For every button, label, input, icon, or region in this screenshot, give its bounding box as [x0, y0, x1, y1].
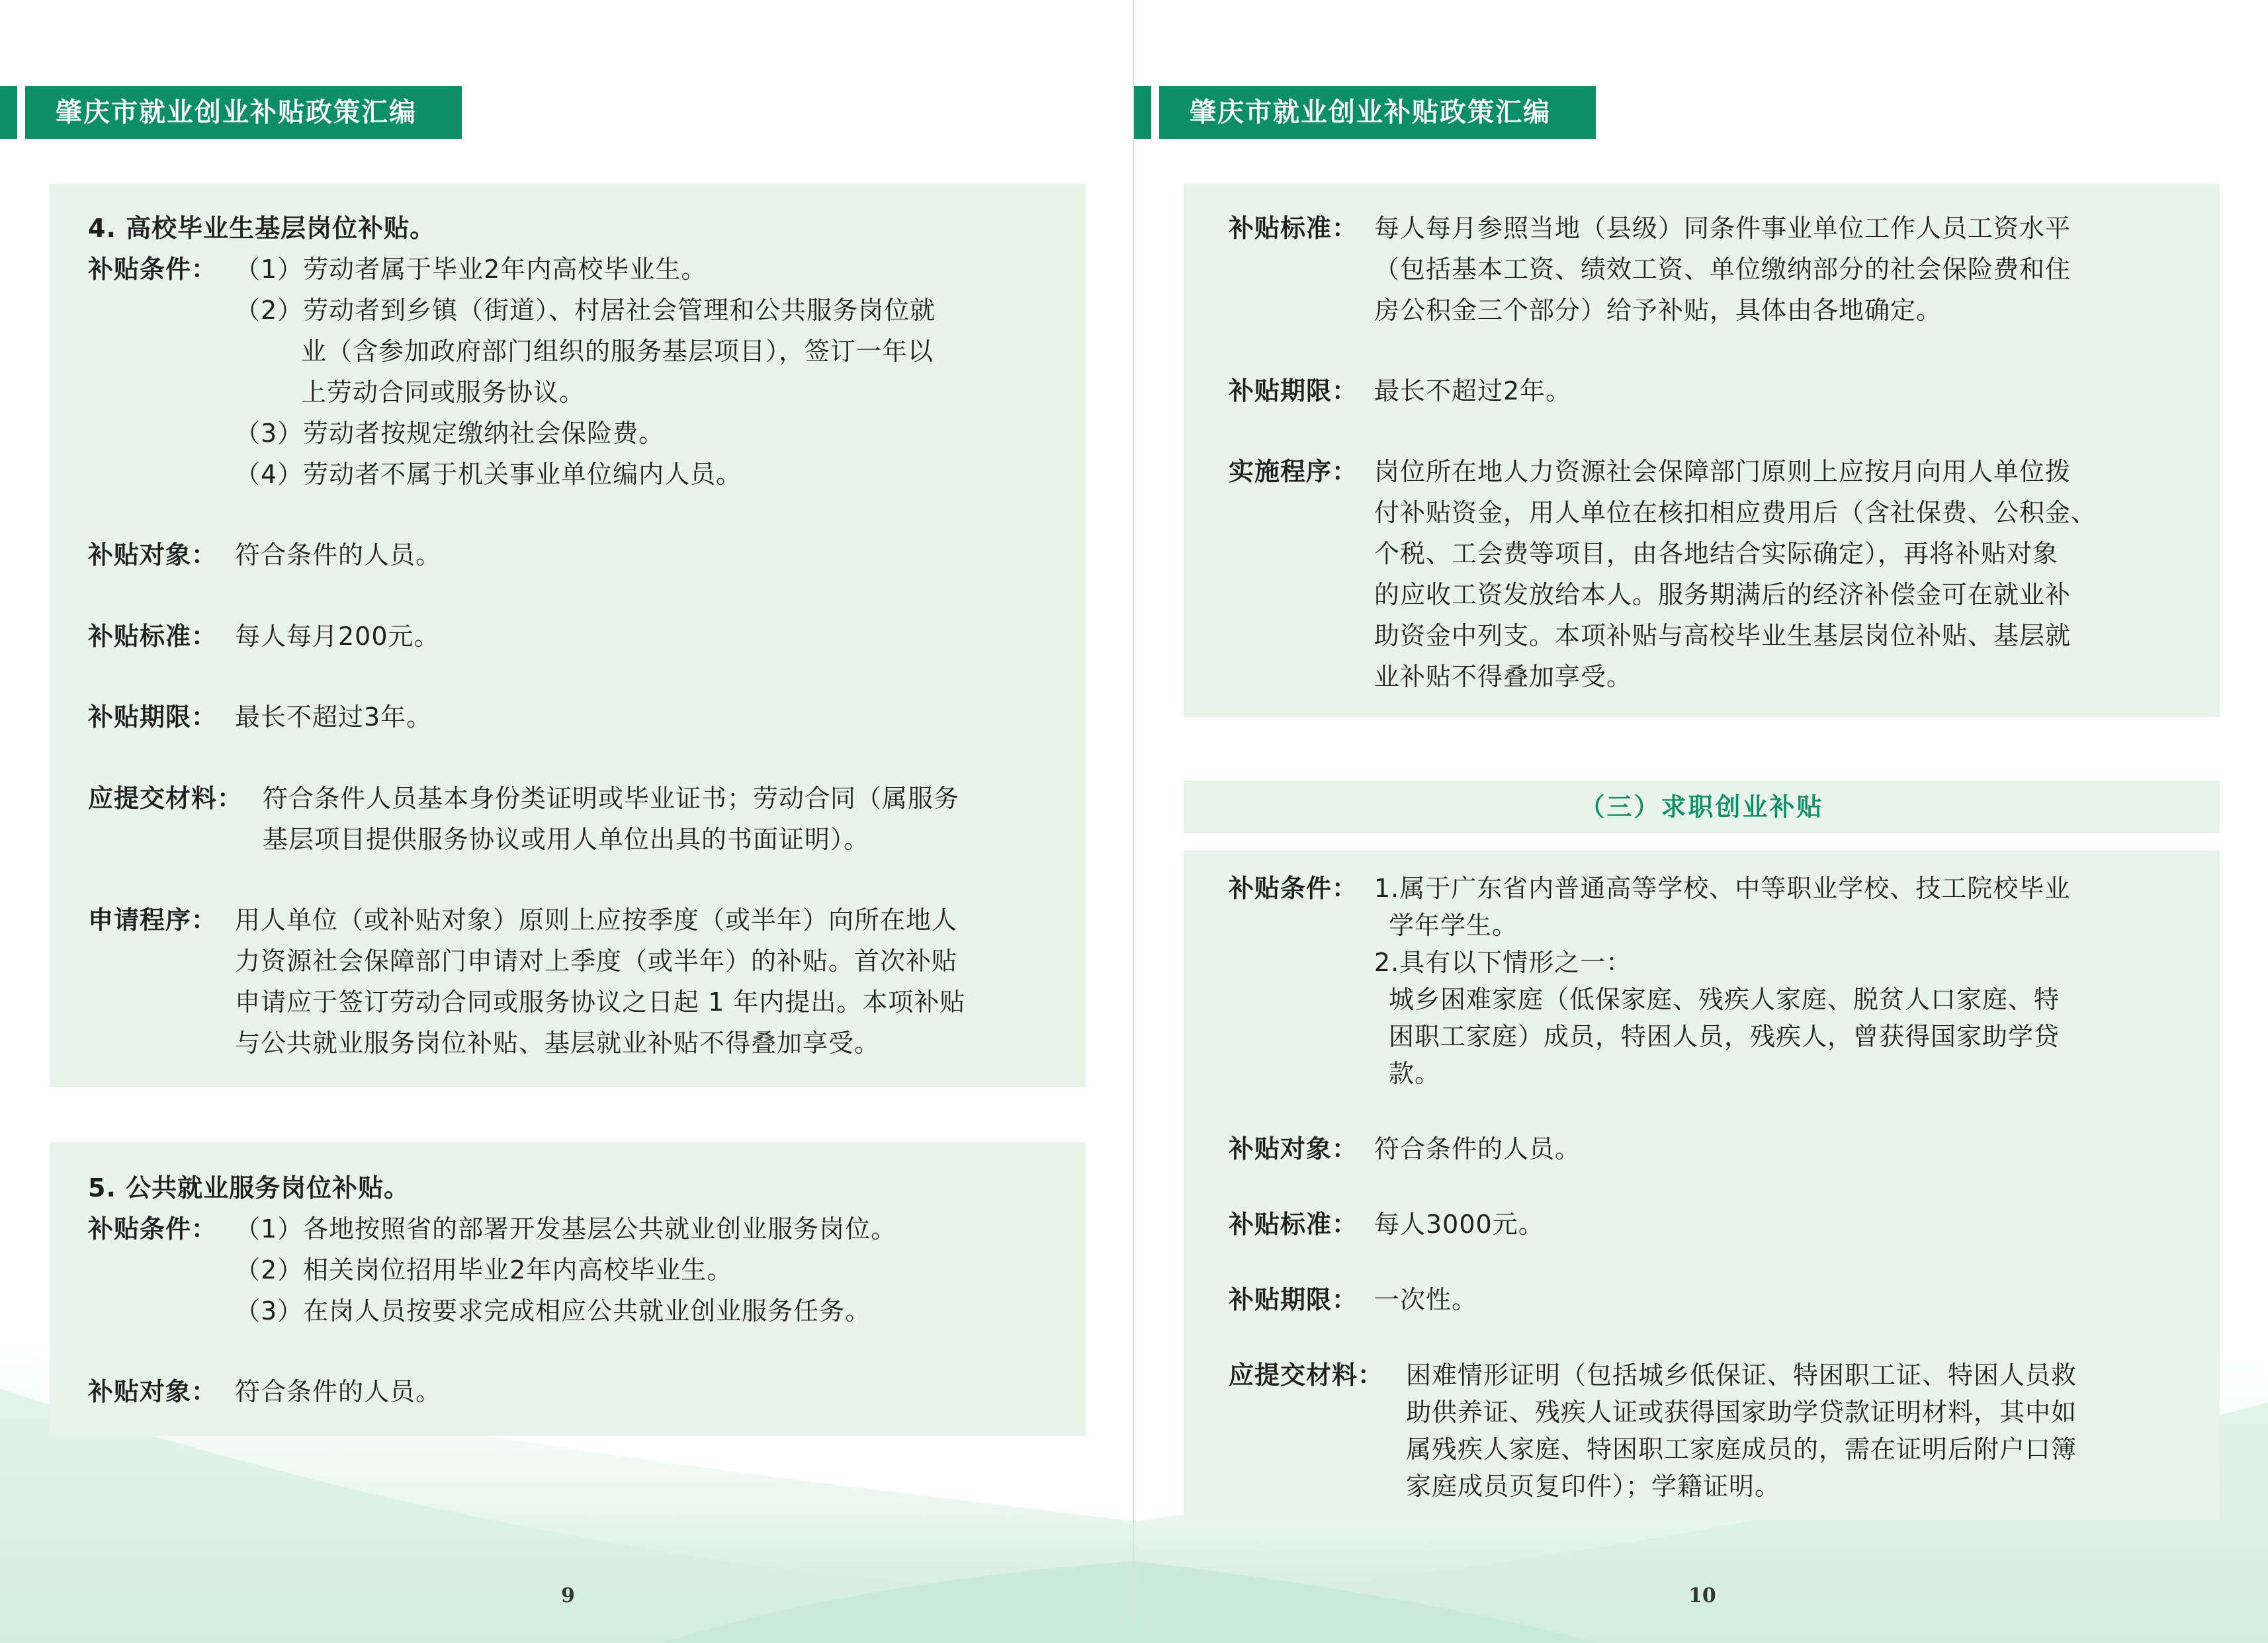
section4-target: 符合条件的人员。	[235, 540, 442, 569]
section4-condition-1: （1）劳动者属于毕业2年内高校毕业生。	[235, 255, 707, 284]
section4-materials-label: 应提交材料：	[88, 784, 243, 813]
section4-period-label: 补贴期限：	[88, 702, 218, 732]
section3-period: 一次性。	[1374, 1285, 1478, 1314]
section3-target: 符合条件的人员。	[1374, 1134, 1581, 1163]
section5-conditions-label: 补贴条件：	[88, 1214, 218, 1243]
section4-target-label: 补贴对象：	[88, 540, 218, 569]
header-title: 肇庆市就业创业补贴政策汇编	[25, 86, 462, 139]
page-number: 9	[561, 1584, 575, 1607]
section4-procedure-2: 力资源社会保障部门申请对上季度（或半年）的补贴。首次补贴	[235, 947, 958, 976]
section5-condition-2: （2）相关岗位招用毕业2年内高校毕业生。	[235, 1255, 733, 1285]
section4-condition-2: （2）劳动者到乡镇（街道）、村居社会管理和公共服务岗位就	[235, 296, 936, 325]
cont-period-label: 补贴期限：	[1229, 376, 1358, 405]
section3-box	[1184, 851, 2220, 1520]
section4-materials-2: 基层项目提供服务协议或用人单位出具的书面证明）。	[263, 825, 870, 854]
section4-period: 最长不超过3年。	[235, 702, 433, 732]
section4-materials-1: 符合条件人员基本身份类证明或毕业证书；劳动合同（属服务	[263, 784, 960, 813]
continuation-box	[1184, 184, 2220, 717]
cont-procedure-3: 个税、工会费等项目，由各地结合实际确定），再将补贴对象	[1374, 539, 2059, 568]
section4-condition-4: （4）劳动者不属于机关事业单位编内人员。	[235, 460, 742, 489]
section3-condition-2-detail-1: 城乡困难家庭（低保家庭、残疾人家庭、脱贫人口家庭、特	[1389, 985, 2060, 1014]
cont-procedure-5: 助资金中列支。本项补贴与高校毕业生基层岗位补贴、基层就	[1374, 621, 2072, 650]
section3-condition-1-cont: 学年学生。	[1389, 911, 1518, 940]
section4-procedure-3: 申请应于签订劳动合同或服务协议之日起 1 年内提出。本项补贴	[235, 988, 966, 1017]
section4-box	[50, 184, 1086, 1087]
section5-box	[50, 1142, 1086, 1436]
header	[1134, 86, 1610, 139]
section4-condition-3: （3）劳动者按规定缴纳社会保险费。	[235, 419, 665, 448]
section4-standard: 每人每月200元。	[235, 622, 440, 651]
cont-standard-1: 每人每月参照当地（县级）同条件事业单位工作人员工资水平	[1374, 214, 2072, 243]
cont-standard-2: （包括基本工资、绩效工资、单位缴纳部分的社会保险费和住	[1374, 255, 2072, 284]
header-accent	[1134, 86, 1151, 139]
section4-conditions-label: 补贴条件：	[88, 255, 218, 284]
section4-title: 4. 高校毕业生基层岗位补贴。	[88, 214, 436, 243]
section3-condition-2-detail-3: 款。	[1389, 1059, 1441, 1088]
section4-procedure-4: 与公共就业服务岗位补贴、基层就业补贴不得叠加享受。	[235, 1029, 881, 1058]
header-title: 肇庆市就业创业补贴政策汇编	[1159, 86, 1596, 139]
cont-procedure-4: 的应收工资发放给本人。服务期满后的经济补偿金可在就业补	[1374, 580, 2072, 609]
section4-condition-2-cont2: 上劳动合同或服务协议。	[301, 378, 586, 407]
header-accent	[0, 86, 17, 139]
section3-standard-label: 补贴标准：	[1229, 1210, 1358, 1239]
cont-period: 最长不超过2年。	[1374, 376, 1572, 405]
section3-materials-1: 困难情形证明（包括城乡低保证、特困职工证、特困人员救	[1406, 1361, 2077, 1390]
section5-condition-3: （3）在岗人员按要求完成相应公共就业创业服务任务。	[235, 1296, 871, 1326]
section3-period-label: 补贴期限：	[1229, 1285, 1358, 1314]
right-page	[1134, 0, 2268, 1643]
section3-condition-2-detail-2: 困职工家庭）成员，特困人员，残疾人，曾获得国家助学贷	[1389, 1022, 2060, 1051]
section5-target-label: 补贴对象：	[88, 1377, 218, 1406]
section3-materials-4: 家庭成员页复印件）；学籍证明。	[1406, 1472, 1781, 1501]
section3-conditions-label: 补贴条件：	[1229, 874, 1358, 903]
cont-procedure-6: 业补贴不得叠加享受。	[1374, 662, 1633, 691]
cont-procedure-1: 岗位所在地人力资源社会保障部门原则上应按月向用人单位拨	[1374, 457, 2072, 486]
section3-materials-label: 应提交材料：	[1229, 1361, 1384, 1390]
cont-procedure-2: 付补贴资金，用人单位在核扣相应费用后（含社保费、公积金、	[1374, 498, 2097, 527]
section3-materials-3: 属残疾人家庭、特困职工家庭成员的，需在证明后附户口簿	[1406, 1435, 2077, 1464]
section4-standard-label: 补贴标准：	[88, 622, 218, 651]
header	[0, 86, 476, 139]
cont-procedure-label: 实施程序：	[1229, 457, 1358, 486]
section4-condition-2-cont1: 业（含参加政府部门组织的服务基层项目），签订一年以	[301, 337, 934, 366]
section4-procedure-1: 用人单位（或补贴对象）原则上应按季度（或半年）向所在地人	[235, 906, 958, 935]
section3-materials-2: 助供养证、残疾人证或获得国家助学贷款证明材料，其中如	[1406, 1398, 2077, 1427]
section5-title: 5. 公共就业服务岗位补贴。	[88, 1173, 410, 1202]
section3-condition-2: 2.具有以下情形之一：	[1374, 948, 1632, 977]
cont-standard-label: 补贴标准：	[1229, 214, 1358, 243]
cont-standard-3: 房公积金三个部分）给予补贴，具体由各地确定。	[1374, 296, 1942, 325]
section3-standard: 每人3000元。	[1374, 1210, 1544, 1239]
section3-target-label: 补贴对象：	[1229, 1134, 1358, 1163]
section5-condition-1: （1）各地按照省的部署开发基层公共就业创业服务岗位。	[235, 1214, 897, 1243]
section3-condition-1: 1.属于广东省内普通高等学校、中等职业学校、技工院校毕业	[1374, 874, 2071, 903]
section5-target: 符合条件的人员。	[235, 1377, 442, 1406]
section4-procedure-label: 申请程序：	[88, 906, 218, 935]
page-number: 10	[1688, 1584, 1716, 1607]
section3-title: （三）求职创业补贴	[1184, 780, 2220, 833]
